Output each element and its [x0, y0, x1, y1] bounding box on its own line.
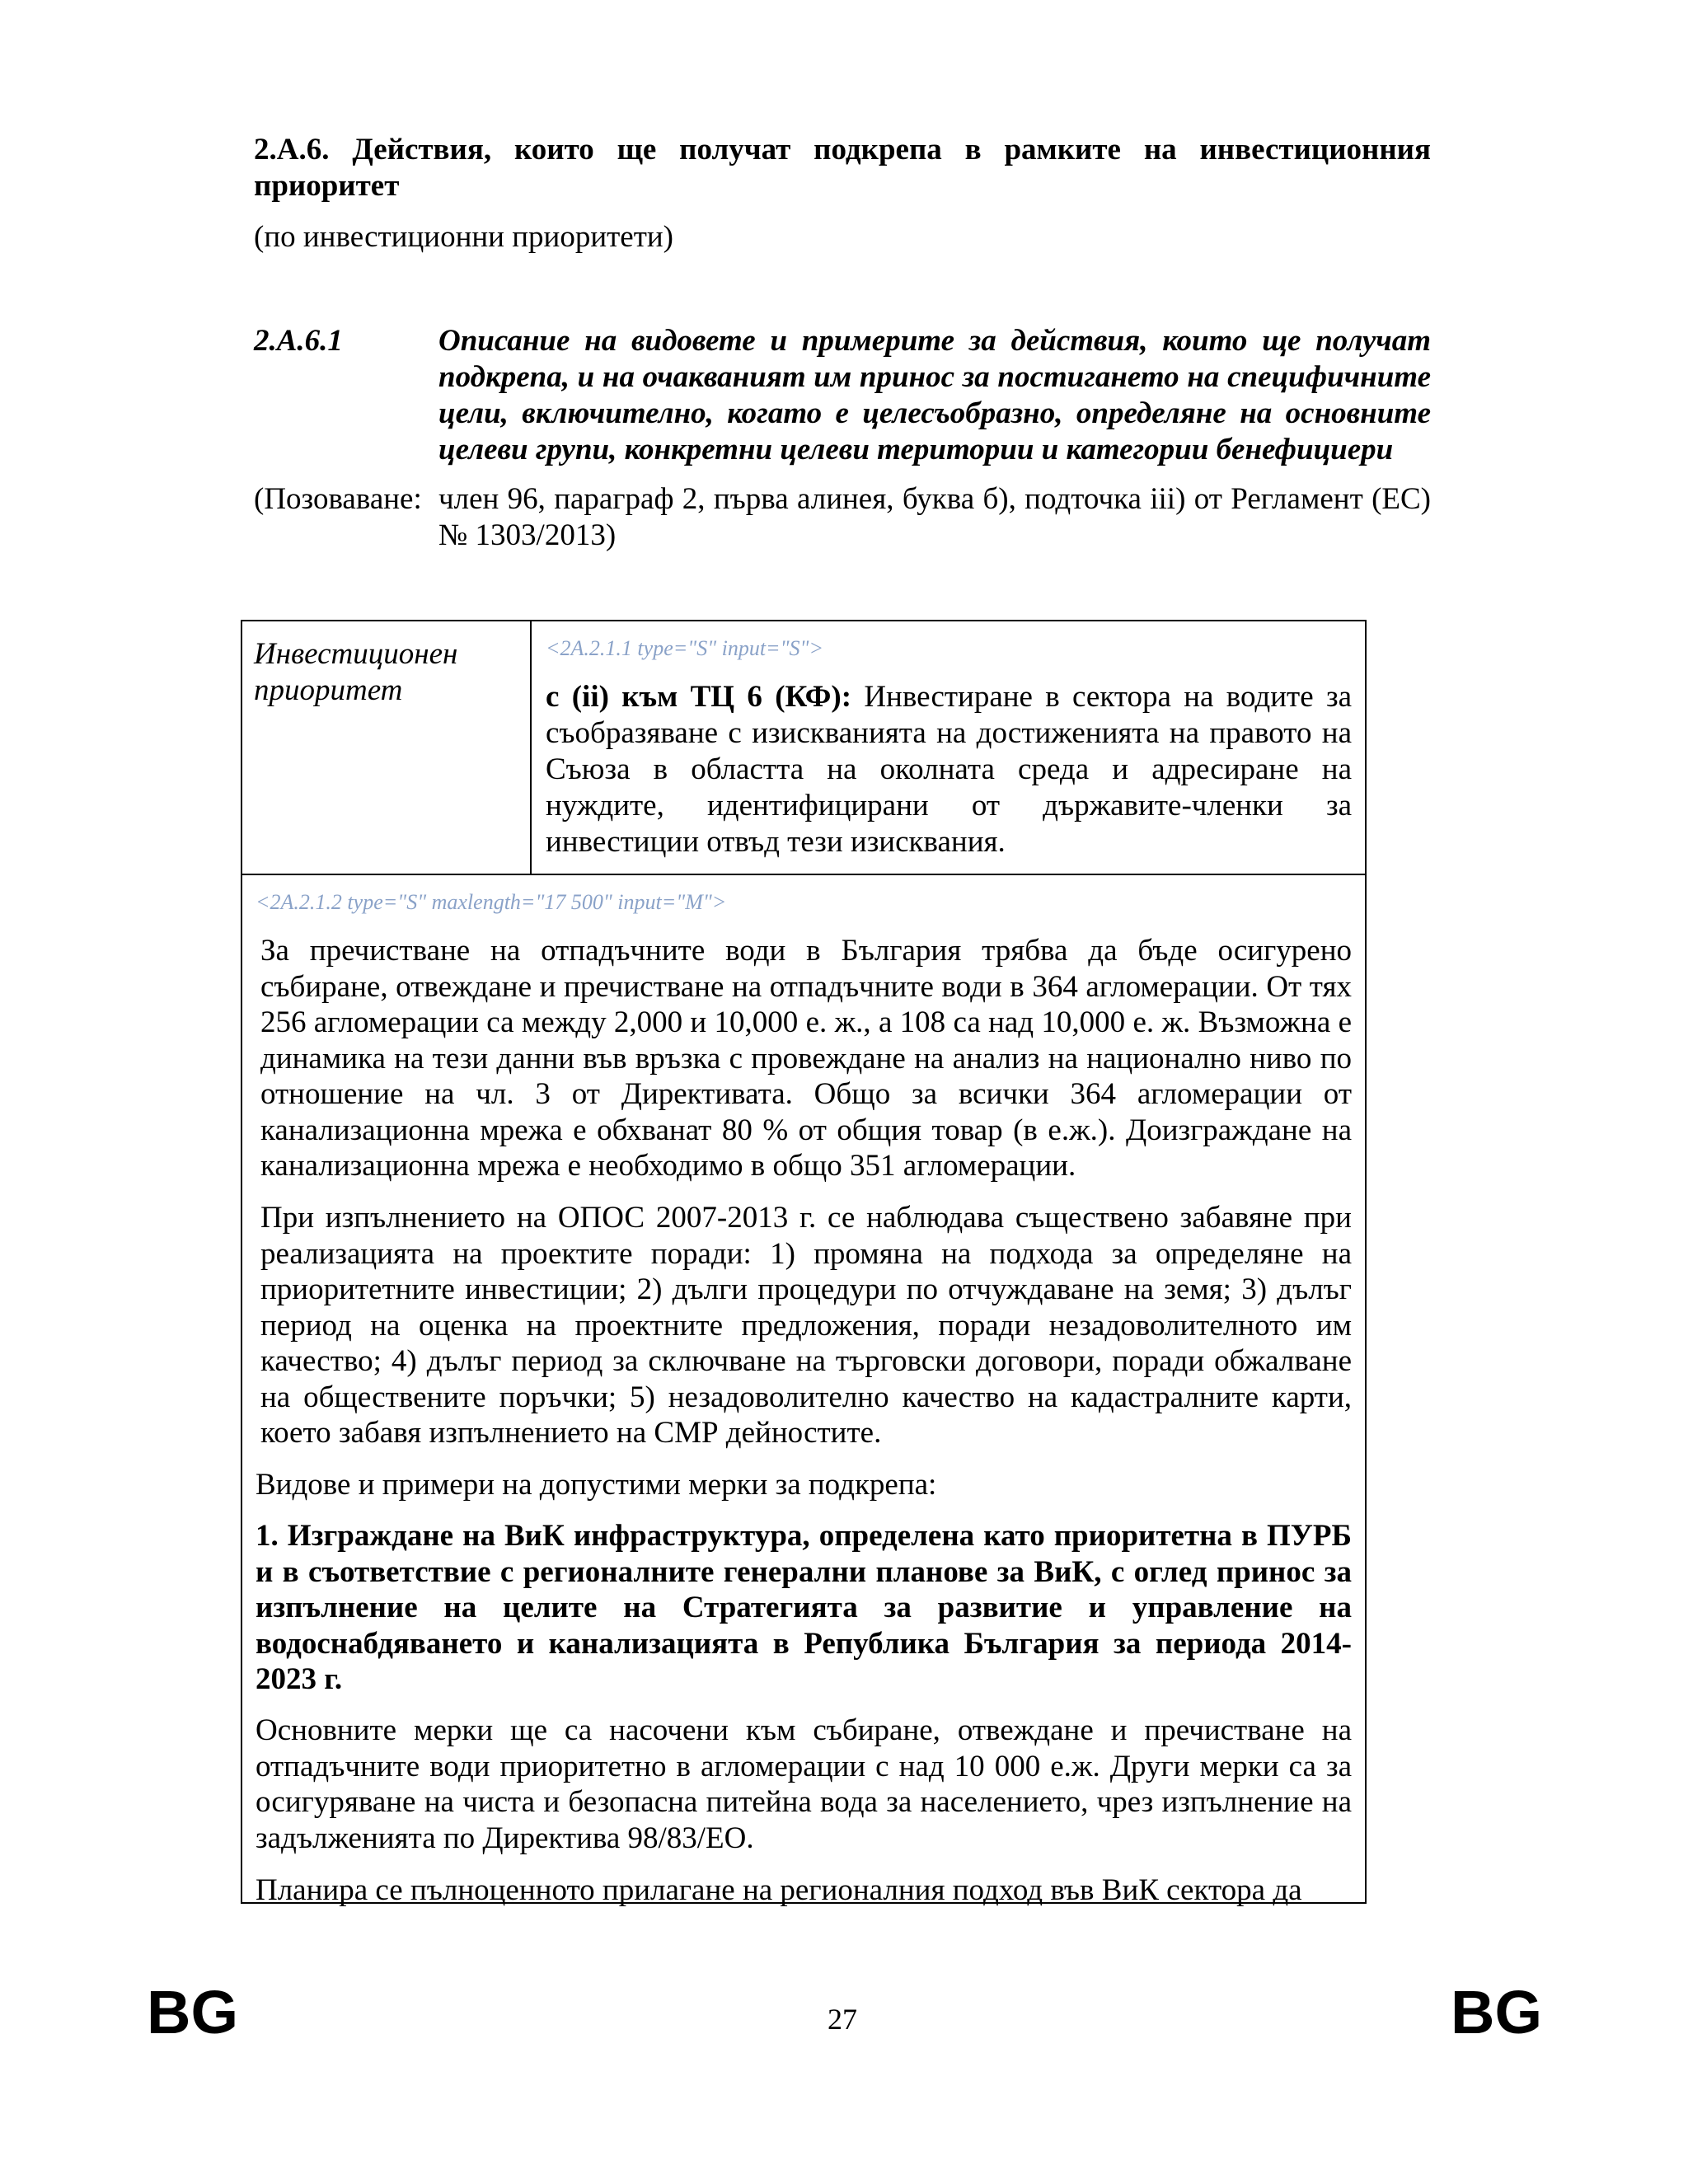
table-row-divider — [241, 874, 1367, 875]
paragraph-regional-approach: Планира се пълноценното прилагане на регионалния подход във ВиК сектора да — [256, 1873, 1302, 1907]
reference-text: член 96, параграф 2, първа алинея, буква б), подточка iii) от Регламент (ЕС) № 1303/2013) — [438, 482, 1431, 552]
footer-language-right: BG — [1451, 1978, 1542, 2046]
field-tag-priority: <2A.2.1.1 type="S" input="S"> — [546, 636, 823, 660]
section-heading: 2.A.6. Действия, които ще получат подкрепа в рамките на инвестиционния приоритет — [254, 133, 1431, 203]
subsection-title: Описание на видовете и примерите за действия, които ще получат подкрепа, и на очакваният им принос за постигането на специфичните цели, включително, когато е целесъобразно, определяне на основните целеви групи, конкретни целеви територии и категории бенефициери — [438, 324, 1431, 466]
priority-description: Инвестиране в сектора на водите за съобразяване с изискванията на достиженията на правото на Съюза в областта на околната среда и адресиране на нуждите, идентифицирани от държавите-членки за инвестиции отвъд тези изисквания. — [546, 680, 1352, 859]
table-column-divider — [530, 620, 532, 875]
reference-label: (Позоваване: — [254, 482, 422, 516]
paragraph-measures-intro: Видове и примери на допустими мерки за подкрепа: — [256, 1468, 937, 1502]
section-note: (по инвестиционни приоритети) — [254, 220, 674, 254]
paragraph-delays: При изпълнението на ОПОС 2007-2013 г. се наблюдава съществено забавяне при реализацията на проектите поради: 1) промяна на подхода за определяне на приоритетните инвестиции; 2) дълги процедури по отчуждаване на земя; 3) дълъг период на оценка на проектните предложения, поради незадоволителното им качество; 4) дълъг период за сключване на търговски договори, поради обжалване на обществените поръчки; 5) незадоволително качество на кадастралните карти, което забавя изпълнението на СМР дейностите. — [260, 1201, 1352, 1450]
paragraph-measure-1-heading: 1. Изграждане на ВиК инфраструктура, определена като приоритетна в ПУРБ и в съответствие с регионалните генерални планове за ВиК, с оглед принос за изпълнение на целите на Стратегията за развитие и управление на водоснабдяването и канализацията в Република България за периода 2014-2023 г. — [256, 1519, 1352, 1696]
subsection-number: 2.A.6.1 — [254, 324, 343, 358]
paragraph-wastewater: За пречистване на отпадъчните води в България трябва да бъде осигурено събиране, отвеждане и пречистване на отпадъчните води в 364 агломерации. От тях 256 агломерации са между 2,000 и 10,000 е. ж., а 108 са над 10,000 е. ж. Възможна е динамика на тези данни във връзка с провеждане на анализ на национално ниво по отношение на чл. 3 от Директивата. Общо за всички 364 агломерации от канализационна мрежа е обхванат 80 % от общия товар (в е.ж.). Доизграждане на канализационна мрежа е необходимо в общо 351 агломерации. — [260, 934, 1352, 1183]
page-number: 27 — [828, 2003, 857, 2036]
investment-priority-label: Инвестиционен приоритет — [254, 637, 458, 707]
paragraph-main-measures: Основните мерки ще са насочени към събиране, отвеждане и пречистване на отпадъчните води приоритетно в агломерации с над 10 000 е.ж. Други мерки са за осигуряване на чиста и безопасна питейна вода за населението, чрез изпълнение на задълженията по Директива 98/83/ЕО. — [256, 1713, 1352, 1855]
field-tag-description: <2A.2.1.2 type="S" maxlength="17 500" input="M"> — [256, 890, 727, 914]
investment-priority-text — [546, 679, 1352, 860]
priority-code: c (ii) към ТЦ 6 (КФ): — [546, 680, 852, 714]
footer-language-left: BG — [147, 1978, 238, 2046]
